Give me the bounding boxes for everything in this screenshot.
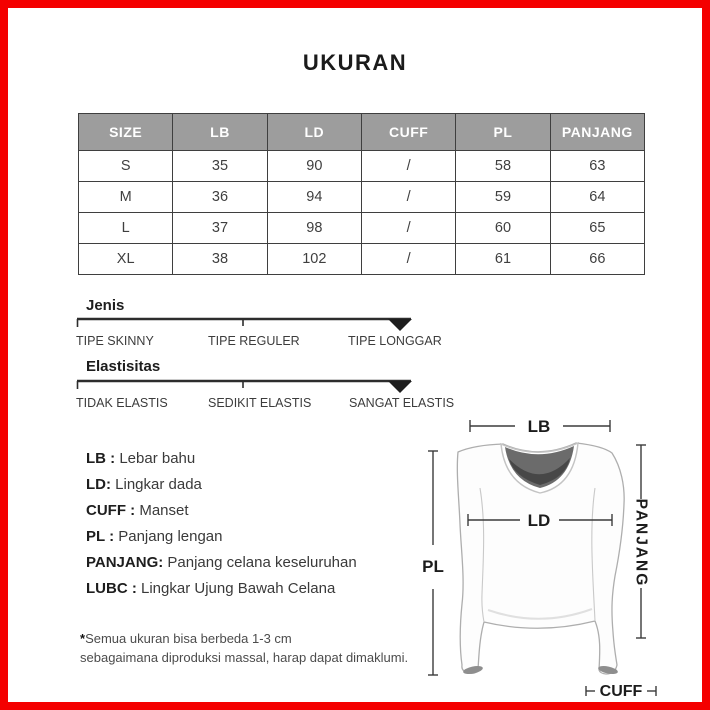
legend-desc: Manset — [135, 502, 189, 519]
column-header: SIZE — [79, 114, 173, 151]
footnote — [80, 629, 408, 667]
table-row — [79, 213, 645, 244]
table-cell: 66 — [550, 244, 644, 275]
lb-measure — [470, 417, 610, 436]
table-cell: 98 — [267, 213, 361, 244]
panjang-measure — [633, 445, 650, 638]
table-cell: 64 — [550, 182, 644, 213]
table-cell: 60 — [456, 213, 550, 244]
footnote-line2: sebagaimana diproduksi massal, harap dapat dimaklumi. — [80, 650, 409, 665]
fit-scale-arrow — [76, 317, 412, 334]
table-row — [79, 244, 645, 275]
table-cell: 37 — [173, 213, 267, 244]
table-cell: L — [79, 213, 173, 244]
column-header: LD — [267, 114, 361, 151]
size-table-header — [79, 114, 645, 151]
footnote-asterisk: * — [80, 631, 86, 646]
legend-item — [86, 446, 357, 472]
pl-label: PL — [422, 557, 444, 576]
legend-desc: Panjang lengan — [114, 528, 223, 545]
size-table-body — [79, 151, 645, 275]
legend-abbr: PL : — [86, 528, 115, 545]
table-cell: 90 — [267, 151, 361, 182]
panjang-label: PANJANG — [632, 498, 650, 588]
lb-label: LB — [527, 417, 551, 436]
table-cell: / — [361, 213, 455, 244]
legend-abbr: PANJANG: — [86, 554, 164, 571]
legend-abbr: LUBC : — [86, 580, 137, 597]
column-header: PANJANG — [550, 114, 644, 151]
table-cell: / — [361, 182, 455, 213]
measurement-legend — [86, 446, 357, 602]
table-cell: 35 — [173, 151, 267, 182]
legend-item — [86, 524, 357, 550]
elasticity-scale-arrow — [76, 379, 412, 396]
scale-marker-triangle — [388, 381, 412, 393]
elasticity-scale-heading: Elastisitas — [86, 358, 161, 375]
table-cell: / — [361, 244, 455, 275]
header-row — [79, 114, 645, 151]
table-cell: 59 — [456, 182, 550, 213]
legend-abbr: LD: — [86, 476, 111, 493]
table-cell: 102 — [267, 244, 361, 275]
table-cell: 38 — [173, 244, 267, 275]
table-row — [79, 182, 645, 213]
elasticity-label-sedikit: SEDIKIT ELASTIS — [208, 396, 312, 410]
column-header: CUFF — [361, 114, 455, 151]
table-cell: 94 — [267, 182, 361, 213]
ld-label: LD — [527, 511, 551, 530]
fit-scale-label-skinny: TIPE SKINNY — [76, 334, 154, 348]
legend-desc: Lebar bahu — [115, 450, 196, 467]
legend-desc: Panjang celana keseluruhan — [163, 554, 357, 571]
legend-abbr: CUFF : — [86, 502, 136, 519]
legend-item — [86, 576, 357, 602]
table-cell: / — [361, 151, 455, 182]
legend-item — [86, 472, 357, 498]
legend-desc: Lingkar Ujung Bawah Celana — [136, 580, 336, 597]
elasticity-label-sangat: SANGAT ELASTIS — [349, 396, 455, 410]
cuff-label: CUFF — [599, 683, 643, 700]
table-cell: 58 — [456, 151, 550, 182]
legend-desc: Lingkar dada — [111, 476, 202, 493]
table-row — [79, 151, 645, 182]
scale-marker-triangle — [388, 319, 412, 331]
page-title: UKURAN — [302, 50, 408, 75]
fit-scale-label-reguler: TIPE REGULER — [208, 334, 300, 348]
legend-item — [86, 498, 357, 524]
table-cell: 36 — [173, 182, 267, 213]
cuff-measure — [586, 683, 656, 700]
table-cell: 61 — [456, 244, 550, 275]
table-cell: XL — [79, 244, 173, 275]
table-cell: 63 — [550, 151, 644, 182]
table-cell: S — [79, 151, 173, 182]
fit-scale-heading: Jenis — [86, 297, 125, 314]
size-table — [78, 113, 645, 275]
column-header: LB — [173, 114, 267, 151]
legend-abbr: LB : — [86, 450, 116, 467]
footnote-line1: Semua ukuran bisa berbeda 1-3 cm — [85, 631, 292, 646]
column-header: PL — [456, 114, 550, 151]
shirt-illustration — [416, 404, 668, 710]
pl-measure — [422, 451, 444, 675]
elasticity-label-tidak: TIDAK ELASTIS — [76, 396, 168, 410]
table-cell: 65 — [550, 213, 644, 244]
table-cell: M — [79, 182, 173, 213]
legend-item — [86, 550, 357, 576]
fit-scale-label-longgar: TIPE LONGGAR — [348, 334, 442, 348]
